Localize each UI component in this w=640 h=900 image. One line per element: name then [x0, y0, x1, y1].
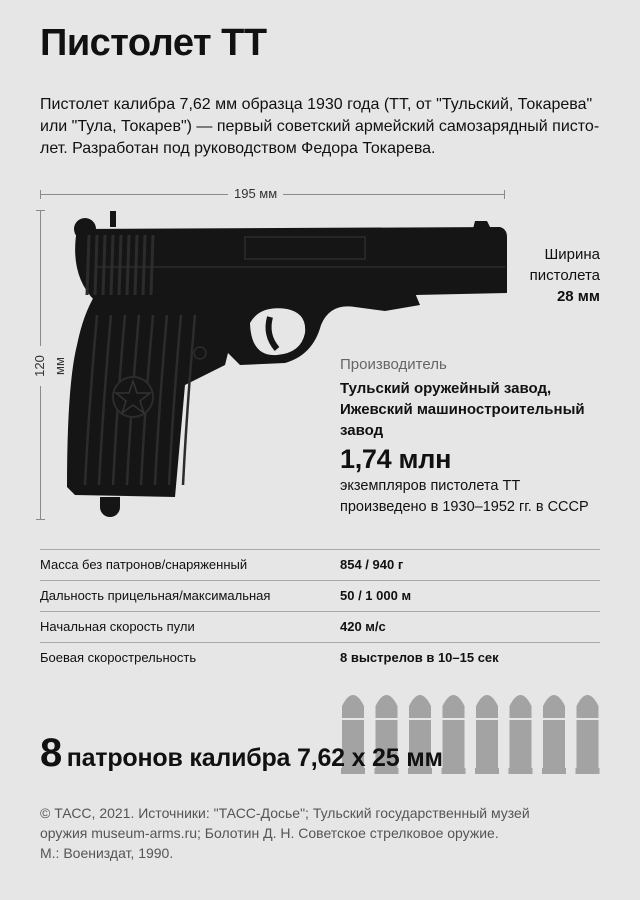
- manufacturer-label: Производитель: [340, 356, 447, 373]
- intro-line: Пистолет калибра 7,62 мм образца 1930 года (ТТ, от "Тульский, Токарева": [40, 96, 593, 113]
- rear-sight: [110, 211, 116, 227]
- intro-text: [40, 94, 615, 160]
- spec-value: 8 выстрелов в 10–15 сек: [340, 650, 499, 665]
- spec-label: Дальность прицельная/максимальная: [40, 588, 271, 603]
- spec-value: 420 м/с: [340, 619, 386, 634]
- height-label: 120 мм: [30, 346, 50, 386]
- spec-value: 854 / 940 г: [340, 557, 404, 572]
- spec-label: Масса без патронов/снаряженный: [40, 557, 248, 572]
- manufacturer-value: [340, 378, 610, 441]
- ammo-text: патронов калибра 7,62 х 25 мм: [66, 744, 443, 772]
- cartridge-icon: [576, 695, 600, 774]
- dimension-tick: [40, 190, 41, 199]
- spec-row: [40, 611, 600, 642]
- pistol-slide: [75, 227, 507, 301]
- spec-row: [40, 549, 600, 580]
- production-count: 1,74 млн: [340, 444, 452, 474]
- width-label: Ширина: [544, 246, 600, 263]
- dimension-tick: [36, 210, 45, 211]
- pistol-frame: [205, 293, 420, 365]
- sources-footer: [40, 803, 620, 863]
- manufacturer-line: Тульский оружейный завод,: [340, 380, 552, 397]
- width-label: пистолета: [529, 267, 600, 284]
- production-line: произведено в 1930–1952 гг. в СССР: [340, 499, 589, 515]
- sources-line: оружия museum-arms.ru; Болотин Д. Н. Советское стрелковое оружие.: [40, 825, 499, 841]
- lanyard-ring: [100, 497, 120, 517]
- cartridge-icon: [442, 695, 466, 774]
- spec-label: Боевая скорострельность: [40, 650, 197, 665]
- cartridge-icon: [475, 695, 499, 774]
- ammo-count: 8: [40, 731, 63, 775]
- manufacturer-line: Ижевский машиностроительный: [340, 401, 585, 418]
- manufacturer-line: завод: [340, 422, 384, 439]
- production-description: [340, 476, 615, 518]
- page-title: Пистолет ТТ: [40, 22, 267, 64]
- production-line: экземпляров пистолета ТТ: [340, 478, 521, 494]
- spec-row: [40, 642, 600, 673]
- cartridge-icon: [509, 695, 533, 774]
- length-label: 195 мм: [228, 186, 283, 201]
- dimension-tick: [504, 190, 505, 199]
- spec-value: 50 / 1 000 м: [340, 588, 412, 603]
- width-info: [530, 244, 600, 307]
- cartridge-icon: [542, 695, 566, 774]
- specs-table: [40, 549, 600, 673]
- spec-row: [40, 580, 600, 611]
- width-value: 28 мм: [556, 288, 600, 305]
- sources-line: © ТАСС, 2021. Источники: "ТАСС-Досье"; Тульский государственный музей: [40, 805, 530, 821]
- intro-line: или "Тула, Токарев") — первый советский армейский самозарядный писто-: [40, 118, 600, 135]
- dimension-tick: [36, 519, 45, 520]
- sources-line: М.: Воениздат, 1990.: [40, 845, 174, 861]
- ammo-caption: [40, 731, 443, 776]
- spec-label: Начальная скорость пули: [40, 619, 195, 634]
- intro-line: лет. Разработан под руководством Федора Токарева.: [40, 140, 436, 157]
